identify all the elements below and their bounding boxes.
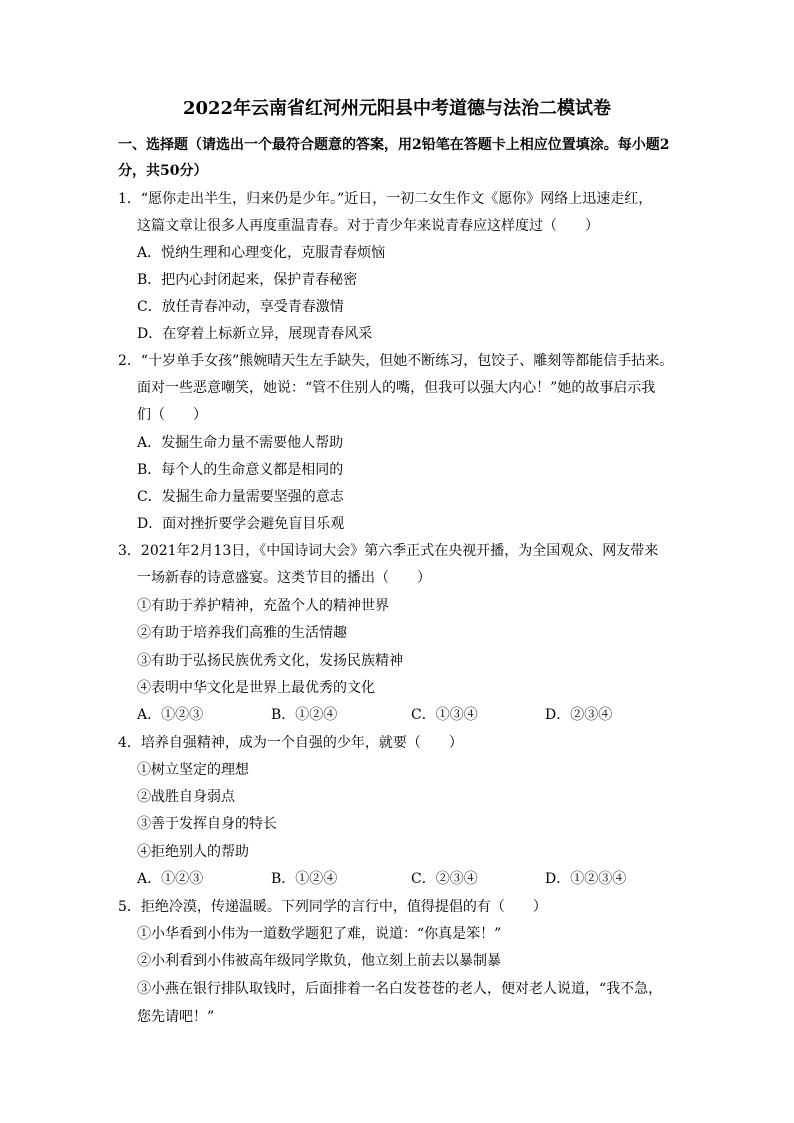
answer-option: C．放任青春冲动，享受青春激情	[137, 299, 344, 315]
question-stem: 1．“愿你走出半生，归来仍是少年。”近日，一初二女生作文《愿你》网络上迅速走红，	[118, 191, 653, 207]
question-stem: 3．2021年2月13日，《中国诗词大会》第六季正式在央视开播，为全国观众、网友带来	[118, 543, 659, 559]
answer-choice: C．②③④	[411, 871, 478, 887]
answer-option: B．把内心封闭起来，保护青春秘密	[137, 272, 358, 288]
statement-item: ②有助于培养我们高雅的生活情趣	[137, 625, 347, 641]
question-stem: 5．拒绝冷漠，传递温暖。下列同学的言行中，值得提倡的有（ ）	[118, 899, 547, 915]
answer-choice: A．①②③	[137, 707, 204, 723]
statement-item: ③善于发挥自身的特长	[137, 816, 277, 832]
statement-item: ③小燕在银行排队取钱时，后面排着一名白发苍苍的老人，便对老人说道，“我不急，	[137, 981, 663, 997]
statement-item: ②小利看到小伟被高年级同学欺负，他立刻上前去以暴制暴	[137, 953, 501, 969]
statement-item: ④表明中华文化是世界上最优秀的文化	[137, 680, 375, 696]
statement-item: ②战胜自身弱点	[137, 789, 235, 805]
section-heading	[118, 132, 693, 184]
question-stem: 面对一些恶意嘲笑，她说：“管不住别人的嘴，但我可以强大内心！”她的故事启示我	[137, 380, 656, 396]
answer-choice: D．①②③④	[545, 871, 627, 887]
statement-item: ③有助于弘扬民族优秀文化，发扬民族精神	[137, 653, 403, 669]
answer-option: A．发掘生命力量不需要他人帮助	[137, 435, 344, 451]
answer-choice: A．①②③	[137, 871, 204, 887]
statement-item: 您先请吧！”	[137, 1009, 215, 1025]
answer-option: A．悦纳生理和心理变化，克服青春烦恼	[137, 245, 386, 261]
answer-option: C．发掘生命力量需要坚强的意志	[137, 489, 344, 505]
answer-option: B．每个人的生命意义都是相同的	[137, 462, 344, 478]
statement-item: ④拒绝别人的帮助	[137, 844, 249, 860]
question-stem: 这篇文章让很多人再度重温青春。对于青少年来说青春应这样度过（ ）	[137, 218, 599, 234]
question-stem: 们（ ）	[137, 407, 207, 423]
answer-option: D．在穿着上标新立异，展现青春风采	[137, 326, 373, 342]
answer-option: D．面对挫折要学会避免盲目乐观	[137, 516, 345, 532]
question-stem: 一场新春的诗意盛宴。这类节目的播出（ ）	[137, 570, 431, 586]
statement-item: ①有助于养护精神，充盈个人的精神世界	[137, 598, 389, 614]
answer-choice: B．①②④	[271, 871, 338, 887]
page-title: 2022年云南省红河州元阳县中考道德与法治二模试卷	[182, 98, 612, 119]
answer-choice: C．①③④	[411, 707, 478, 723]
statement-item: ①小华看到小伟为一道数学题犯了难，说道：“你真是笨！”	[137, 926, 502, 942]
question-stem: 4．培养自强精神，成为一个自强的少年，就要（ ）	[118, 735, 463, 751]
section-heading-line: 分，共50分）	[118, 163, 208, 179]
question-stem: 2．“十岁单手女孩”熊婉晴天生左手缺失，但她不断练习，包饺子、雕刻等都能信手拈来。	[118, 353, 674, 369]
statement-item: ①树立坚定的理想	[137, 762, 249, 778]
section-heading-line: 一、选择题（请选出一个最符合题意的答案，用2铅笔在答题卡上相应位置填涂。每小题2	[118, 137, 670, 153]
answer-choice: D．②③④	[545, 707, 613, 723]
answer-choice: B．①②④	[271, 707, 338, 723]
